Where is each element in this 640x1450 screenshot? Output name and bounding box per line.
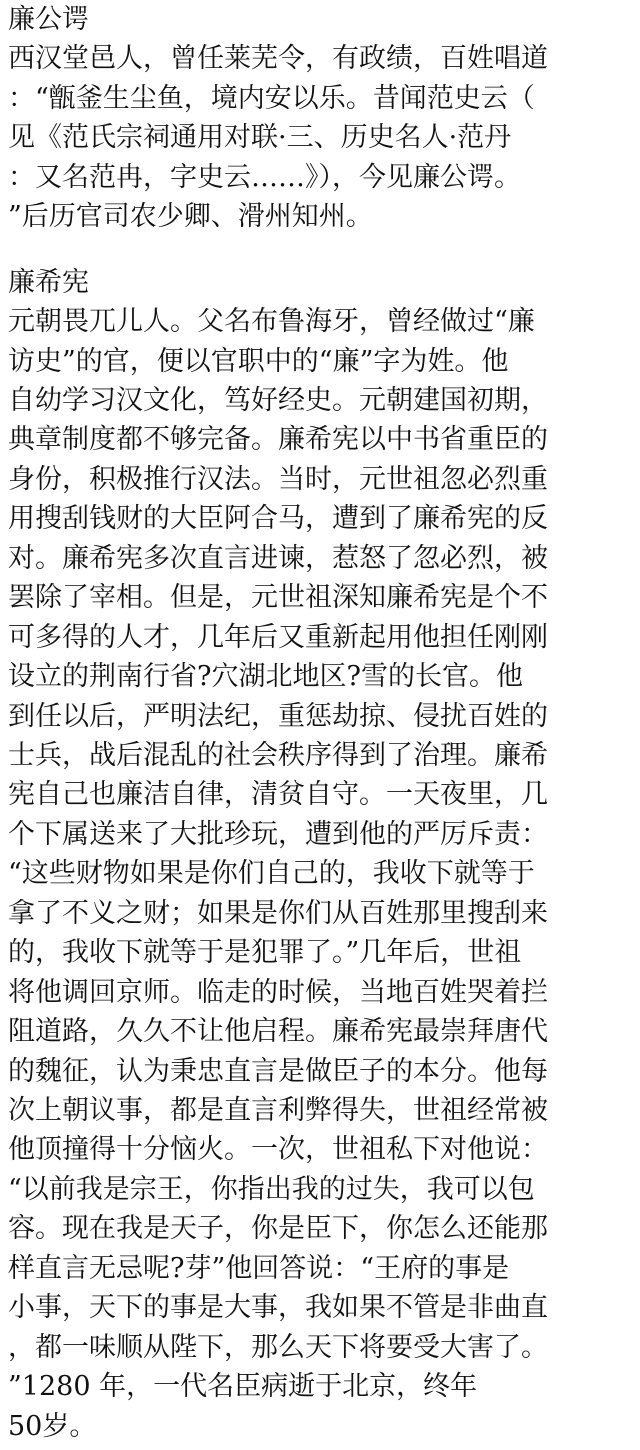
paragraph-line: 小事，天下的事是大事，我如果不管是非曲直	[8, 1292, 548, 1324]
paragraph-line: 访史”的官，便以官职中的“廉”字为姓。他	[8, 345, 509, 377]
paragraph-line: 见《范氏宗祠通用对联·三、历史名人·范丹	[8, 122, 512, 154]
paragraph-line: 对。廉希宪多次直言进谏，惹怒了忽必烈，被	[8, 542, 548, 574]
paragraph-line: 个下属送来了大批珍玩，遭到他的严厉斥责：	[8, 818, 548, 850]
section-title-lian-xixian: 廉希宪	[8, 266, 89, 298]
paragraph-line: 的魏征，认为秉忠直言是做臣子的本分。他每	[8, 1055, 548, 1087]
paragraph-line: 样直言无忌呢?芽”他回答说：“王府的事是	[8, 1252, 510, 1284]
paragraph-line: ：“甑釜生尘鱼，境内安以乐。昔闻范史云（	[8, 82, 535, 114]
paragraph-line: 士兵，战后混乱的社会秩序得到了治理。廉希	[8, 740, 548, 771]
paragraph-line: 身份，积极推行汉法。当时，元世祖忽必烈重	[8, 463, 548, 495]
paragraph-line: “这些财物如果是你们自己的，我收下就等于	[8, 858, 535, 890]
paragraph-line: 容。现在我是天子，你是臣下，你怎么还能那	[8, 1213, 548, 1245]
paragraph-line: 宪自己也廉洁自律，清贫自守。一天夜里，几	[8, 779, 548, 811]
section-title-lian-gonge: 廉公谔	[8, 4, 89, 35]
paragraph-line: 自幼学习汉文化，笃好经史。元朝建国初期，	[8, 385, 548, 416]
paragraph-line: 可多得的人才，几年后又重新起用他担任刚刚	[8, 621, 548, 653]
paragraph-line: 设立的荆南行省?穴湖北地区?雪的长官。他	[8, 661, 523, 693]
paragraph-line: “以前我是宗王，你指出我的过失，我可以包	[8, 1173, 535, 1205]
paragraph-line: 将他调回京师。临走的时候，当地百姓哭着拦	[8, 976, 548, 1008]
paragraph-line: 他顶撞得十分恼火。一次，世祖私下对他说：	[8, 1134, 548, 1166]
paragraph-line: 拿了不义之财；如果是你们从百姓那里搜刮来	[8, 897, 548, 929]
paragraph-line: ，都一味顺从陛下，那么天下将要受大害了。	[8, 1331, 548, 1363]
paragraph-line: 典章制度都不够完备。廉希宪以中书省重臣的	[8, 424, 548, 456]
paragraph-line: 的，我收下就等于是犯罪了。”几年后，世祖	[8, 937, 522, 969]
paragraph-line: ”1280 年，一代名臣病逝于北京，终年	[8, 1371, 478, 1403]
paragraph-line: ：又名范冉，字史云……》），今见廉公谔。	[8, 161, 521, 193]
paragraph-line: 罢除了宰相。但是，元世祖深知廉希宪是个不	[8, 582, 548, 614]
paragraph-line: ”后历官司农少卿、滑州知州。	[8, 201, 373, 233]
paragraph-line: 50岁。	[8, 1410, 97, 1442]
paragraph-line: 用搜刮钱财的大臣阿合马，遭到了廉希宪的反	[8, 503, 548, 535]
paragraph-line: 阻道路，久久不让他启程。廉希宪最崇拜唐代	[8, 1016, 548, 1048]
paragraph-line: 次上朝议事，都是直言利弊得失，世祖经常被	[8, 1095, 548, 1126]
paragraph-line: 西汉堂邑人，曾任莱芜令，有政绩，百姓唱道	[8, 43, 548, 75]
paragraph-line: 元朝畏兀儿人。父名布鲁海牙，曾经做过“廉	[8, 306, 535, 338]
paragraph-line: 到任以后，严明法纪，重惩劫掠、侵扰百姓的	[8, 700, 548, 732]
